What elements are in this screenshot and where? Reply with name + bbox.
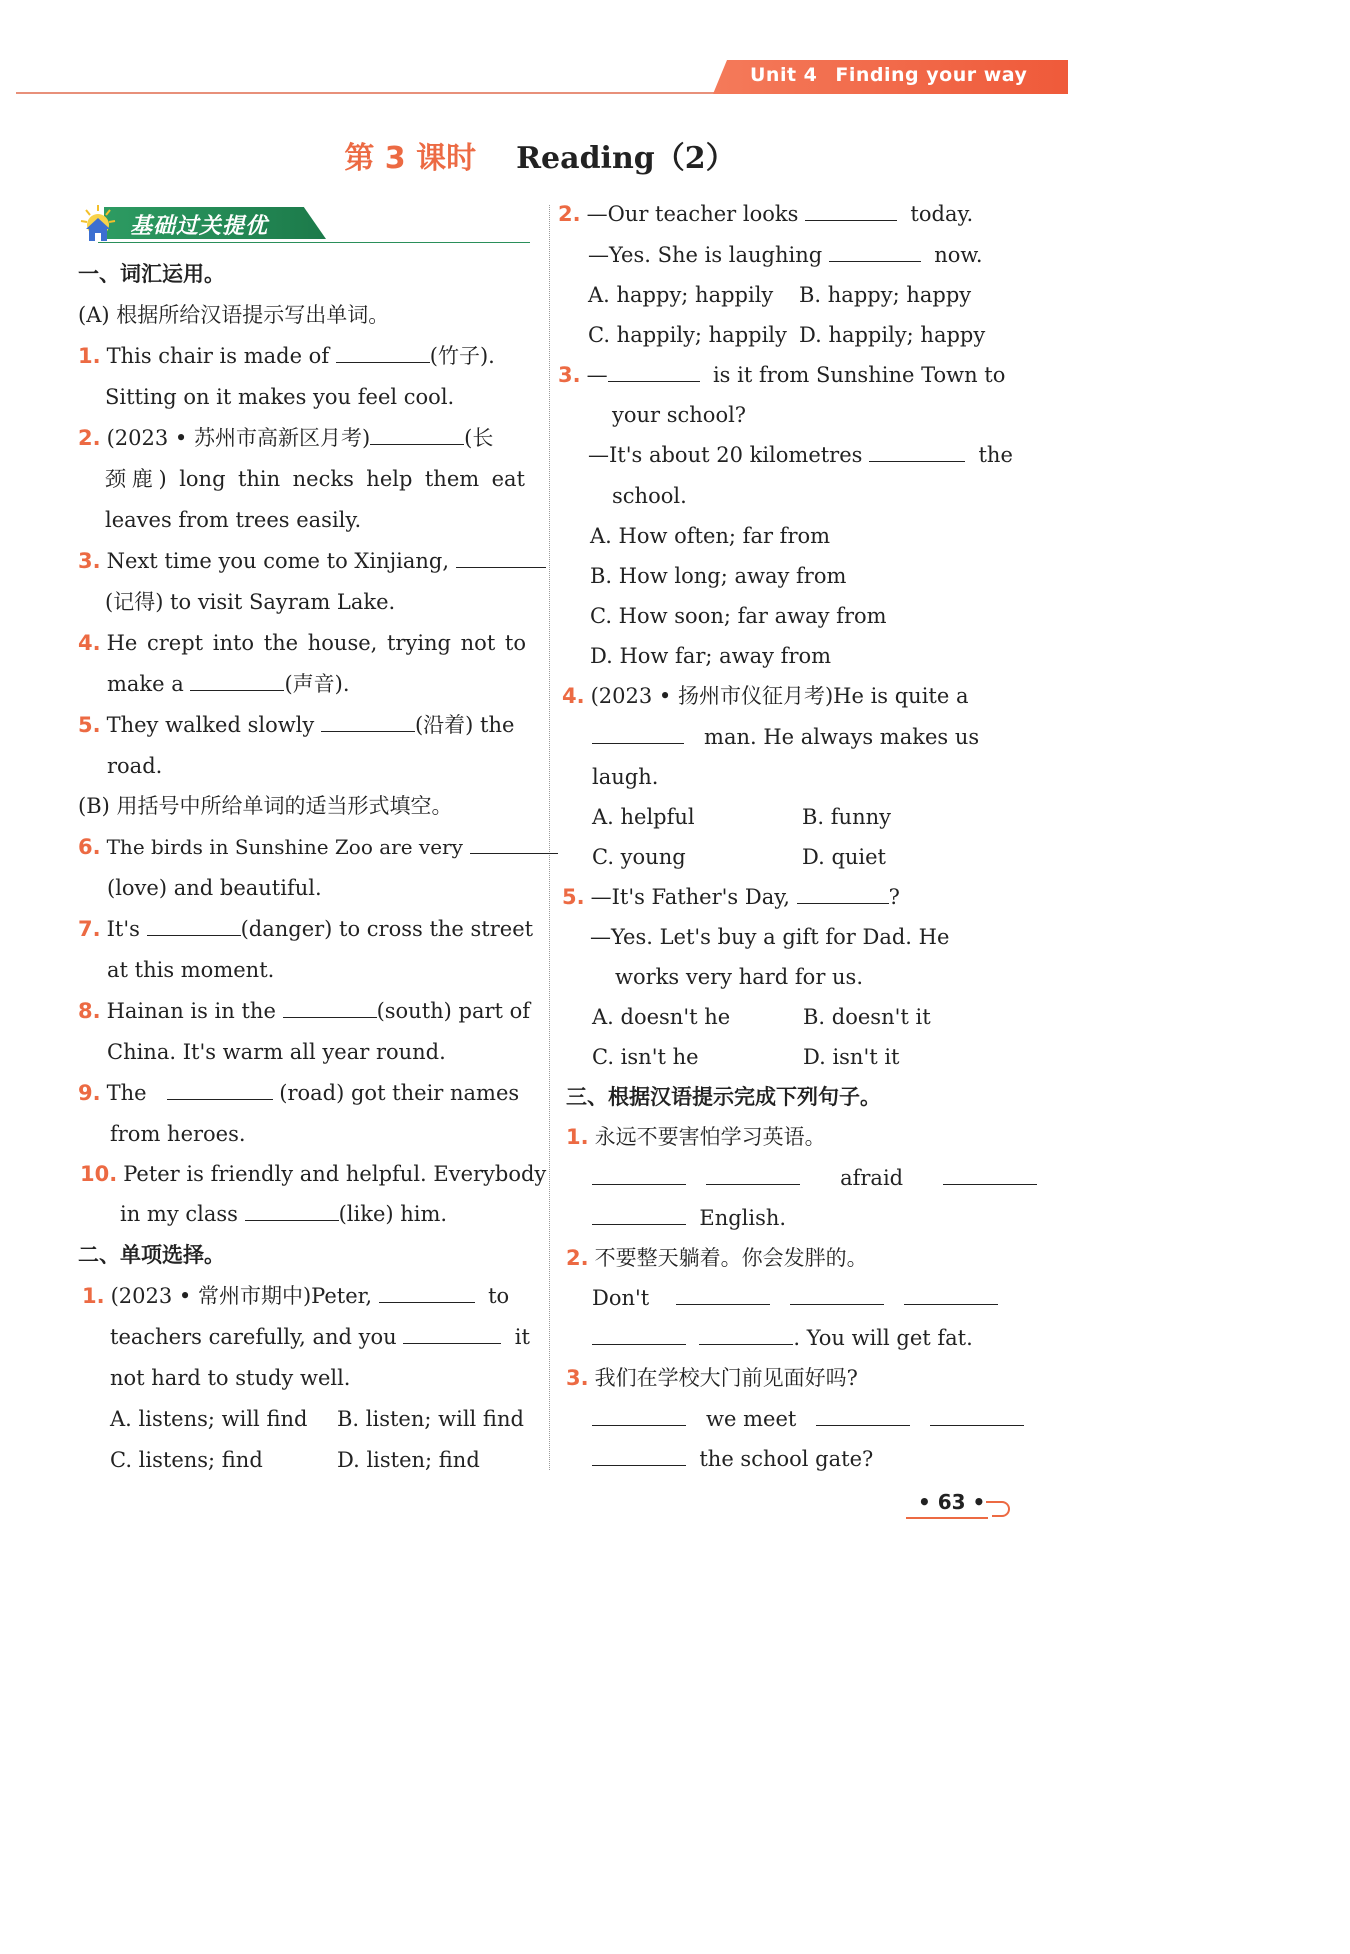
answer-blank[interactable]: [403, 1322, 501, 1344]
answer-blank[interactable]: [245, 1199, 339, 1221]
trans-q2-line1: Don't: [592, 1283, 998, 1313]
trans-q3-line1: we meet: [592, 1404, 1024, 1434]
vocab-q1-line2: Sitting on it makes you feel cool.: [105, 385, 455, 409]
vocab-q1-line1: 1. This chair is made of (竹子).: [78, 341, 495, 371]
section-2-heading: 二、单项选择。: [78, 1243, 225, 1267]
answer-blank[interactable]: [167, 1078, 273, 1100]
section-3-heading: 三、根据汉语提示完成下列句子。: [566, 1085, 881, 1109]
mc-q1-line1: 1. (2023 • 常州市期中)Peter, to: [82, 1281, 509, 1311]
vocab-q4-line1: 4. He crept into the house, trying not to: [78, 631, 526, 655]
mc-q2-option-d[interactable]: D. happily; happy: [799, 323, 986, 347]
trans-q3-line2: the school gate?: [592, 1444, 873, 1474]
vocab-q5-line2: road.: [107, 754, 163, 778]
mc-q3-line1: 3. — is it from Sunshine Town to: [558, 360, 1005, 390]
mc-q2-option-a[interactable]: A. happy; happily: [588, 283, 774, 307]
vocab-q6-line2: (love) and beautiful.: [107, 876, 322, 900]
vocab-q10-line2: in my class (like) him.: [120, 1199, 447, 1229]
vocab-q3-line1: 3. Next time you come to Xinjiang,: [78, 546, 546, 576]
section-banner: [78, 203, 530, 245]
answer-blank[interactable]: [592, 1404, 686, 1426]
mc-q1-option-a[interactable]: A. listens; will find: [110, 1407, 308, 1431]
vocab-q8-line1: 8. Hainan is in the (south) part of: [78, 996, 530, 1026]
mc-q1-option-b[interactable]: B. listen; will find: [337, 1407, 524, 1431]
answer-blank[interactable]: [706, 1163, 800, 1185]
mc-q4-option-d[interactable]: D. quiet: [802, 845, 886, 869]
answer-blank[interactable]: [592, 722, 684, 744]
mc-q3-option-b[interactable]: B. How long; away from: [590, 564, 847, 588]
mc-q1-option-d[interactable]: D. listen; find: [337, 1448, 480, 1472]
mc-q3-option-a[interactable]: A. How often; far from: [590, 524, 831, 548]
mc-q5-line1: 5. —It's Father's Day, ?: [562, 882, 900, 912]
vocab-q7-line1: 7. It's (danger) to cross the street: [78, 914, 533, 944]
answer-blank[interactable]: [470, 832, 558, 854]
mc-q3-line2: your school?: [612, 403, 747, 427]
vocab-q2-line1: 2. (2023 • 苏州市高新区月考) (长: [78, 423, 493, 453]
unit-heading: [750, 64, 1027, 86]
page-number: • 63 •: [918, 1490, 986, 1514]
section-1-heading: 一、词汇运用。: [78, 262, 225, 286]
page-number-underline: [906, 1517, 988, 1519]
trans-q2-prompt: 2. 不要整天躺着。你会发胖的。: [566, 1246, 868, 1270]
answer-blank[interactable]: [370, 423, 464, 445]
answer-blank[interactable]: [147, 914, 241, 936]
answer-blank[interactable]: [592, 1203, 686, 1225]
mc-q1-line3: not hard to study well.: [110, 1366, 351, 1390]
answer-blank[interactable]: [592, 1163, 686, 1185]
answer-blank[interactable]: [943, 1163, 1037, 1185]
trans-q1-prompt: 1. 永远不要害怕学习英语。: [566, 1125, 826, 1149]
answer-blank[interactable]: [816, 1404, 910, 1426]
mc-q4-line3: laugh.: [592, 765, 659, 789]
banner-rule: [98, 242, 530, 244]
answer-blank[interactable]: [699, 1323, 793, 1345]
vocab-q7-line2: at this moment.: [107, 958, 275, 982]
curl-arrow-icon: [984, 1498, 1012, 1520]
mc-q2-option-b[interactable]: B. happy; happy: [799, 283, 972, 307]
house-sun-icon: [78, 203, 118, 245]
unit-number: Unit 4: [750, 64, 818, 86]
mc-q3-line4: school.: [612, 484, 687, 508]
mc-q3-option-d[interactable]: D. How far; away from: [590, 644, 832, 668]
answer-blank[interactable]: [797, 882, 889, 904]
answer-blank[interactable]: [608, 360, 700, 382]
mc-q2-line2: —Yes. She is laughing now.: [588, 240, 983, 270]
mc-q3-option-c[interactable]: C. How soon; far away from: [590, 604, 887, 628]
answer-blank[interactable]: [829, 240, 921, 262]
lesson-label: 第 3 课时: [344, 141, 477, 176]
answer-blank[interactable]: [456, 546, 546, 568]
mc-q2-option-c[interactable]: C. happily; happily: [588, 323, 787, 347]
answer-blank[interactable]: [592, 1444, 686, 1466]
trans-q1-line2: English.: [592, 1203, 786, 1233]
trans-q2-line2: . You will get fat.: [592, 1323, 973, 1353]
mc-q4-line1: 4. (2023 • 扬州市仪征月考)He is quite a: [562, 684, 969, 708]
answer-blank[interactable]: [283, 996, 377, 1018]
answer-blank[interactable]: [592, 1323, 686, 1345]
trans-q3-prompt: 3. 我们在学校大门前见面好吗?: [566, 1366, 858, 1390]
answer-blank[interactable]: [190, 669, 284, 691]
mc-q3-line3: —It's about 20 kilometres the: [588, 440, 1013, 470]
answer-blank[interactable]: [930, 1404, 1024, 1426]
subsection-a-heading: (A) 根据所给汉语提示写出单词。: [78, 303, 390, 327]
mc-q5-option-b[interactable]: B. doesn't it: [803, 1005, 931, 1029]
reading-label: Reading（2）: [516, 141, 736, 176]
mc-q1-option-c[interactable]: C. listens; find: [110, 1448, 263, 1472]
mc-q4-line2: man. He always makes us: [592, 722, 979, 752]
mc-q4-option-c[interactable]: C. young: [592, 845, 686, 869]
banner-text: 基础过关提优: [130, 214, 269, 239]
mc-q4-option-a[interactable]: A. helpful: [592, 805, 695, 829]
mc-q5-line3: works very hard for us.: [615, 965, 864, 989]
answer-blank[interactable]: [676, 1283, 770, 1305]
page-title: [0, 133, 1080, 177]
vocab-q6-line1: 6. The birds in Sunshine Zoo are very: [78, 832, 558, 862]
answer-blank[interactable]: [904, 1283, 998, 1305]
vocab-q9-line1: 9. The (road) got their names: [78, 1078, 519, 1108]
unit-topic: Finding your way: [835, 64, 1028, 86]
mc-q5-line2: —Yes. Let's buy a gift for Dad. He: [590, 925, 950, 949]
answer-blank[interactable]: [805, 199, 897, 221]
mc-q4-option-b[interactable]: B. funny: [802, 805, 891, 829]
answer-blank[interactable]: [869, 440, 965, 462]
vocab-q3-line2: (记得) to visit Sayram Lake.: [105, 590, 396, 614]
mc-q5-option-d[interactable]: D. isn't it: [803, 1045, 900, 1069]
mc-q5-option-a[interactable]: A. doesn't he: [592, 1005, 731, 1029]
vocab-q2-line2: 颈鹿) long thin necks help them eat: [105, 467, 525, 491]
answer-blank[interactable]: [790, 1283, 884, 1305]
answer-blank[interactable]: [336, 341, 430, 363]
trans-q1-line1: afraid: [592, 1163, 1037, 1193]
vocab-q5-line1: 5. They walked slowly (沿着) the: [78, 710, 514, 740]
vocab-q10-line1: 10. Peter is friendly and helpful. Everybody: [80, 1162, 547, 1186]
answer-blank[interactable]: [379, 1281, 475, 1303]
mc-q5-option-c[interactable]: C. isn't he: [592, 1045, 699, 1069]
subsection-b-heading: (B) 用括号中所给单词的适当形式填空。: [78, 794, 453, 818]
vocab-q8-line2: China. It's warm all year round.: [107, 1040, 446, 1064]
vocab-q4-line2: make a (声音).: [107, 669, 350, 699]
vocab-q9-line2: from heroes.: [110, 1122, 246, 1146]
vocab-q2-line3: leaves from trees easily.: [105, 508, 362, 532]
mc-q2-line1: 2. —Our teacher looks today.: [558, 199, 973, 229]
answer-blank[interactable]: [321, 710, 415, 732]
mc-q1-line2: teachers carefully, and you it: [110, 1322, 530, 1352]
